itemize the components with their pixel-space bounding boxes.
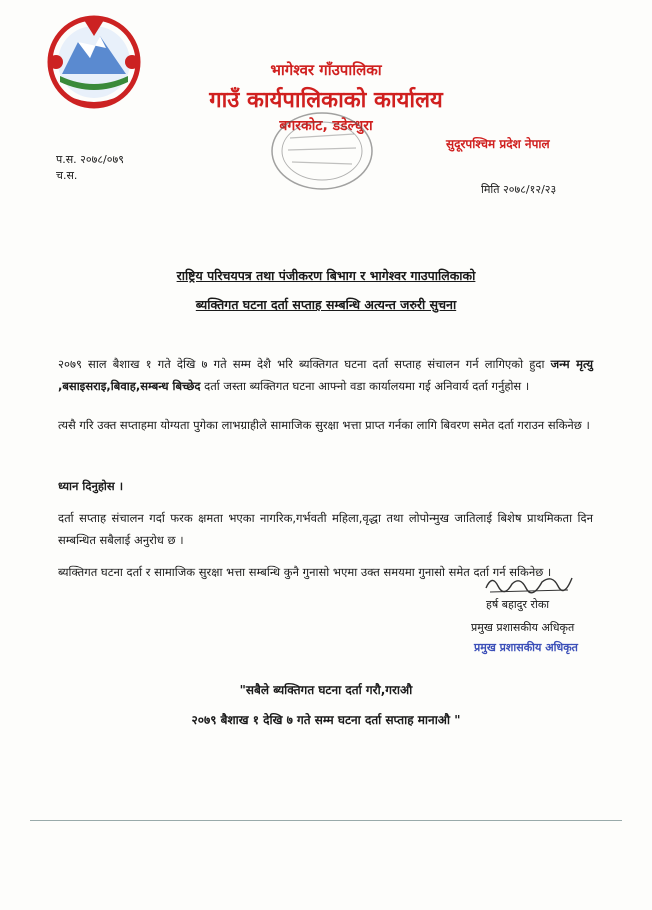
slogan-line1: "सबैले ब्यक्तिगत घटना दर्ता गरौ,गराऔ bbox=[239, 683, 413, 697]
paragraph-3: दर्ता सप्ताह संचालन गर्दा फरक क्षमता भएका नागरिक,गर्भवती महिला,वृद्धा तथा लोपोन्मुख जातिलाई बिशेष प्राथमिकता दिन सम्बन्धित सबैलाई अनुरोध छ । bbox=[58, 511, 593, 547]
province-name: सुदूरपश्चिम प्रदेश नेपाल bbox=[446, 137, 550, 151]
reference-number: प.स. २०७८/०७९ bbox=[56, 153, 124, 166]
office-name: गाउँ कार्यपालिकाको कार्यालय bbox=[209, 88, 443, 113]
signatory-title: प्रमुख प्रशासकीय अधिकृत bbox=[471, 621, 575, 634]
signatory-stamp: प्रमुख प्रशासकीय अधिकृत bbox=[474, 641, 578, 654]
paragraph-1 bbox=[58, 353, 593, 397]
signatory-name: हर्ष बहादुर रोका bbox=[486, 598, 550, 611]
footer-divider bbox=[30, 820, 622, 833]
paragraph-1-end: दर्ता जस्ता ब्यक्तिगत घटना आफ्नो वडा कार्यालयमा गई अनिवार्य दर्ता गर्नुहोस । bbox=[200, 379, 530, 393]
paragraph-1-events: जन्म मृत्यु ,बसाइसराइ,बिवाह,सम्बन्ध बिच्छेद bbox=[58, 357, 594, 393]
notice-title-line1: राष्ट्रिय परिचयपत्र तथा पंजीकरण बिभाग र भागेश्वर गाउपालिकाको bbox=[176, 268, 476, 283]
office-stamp-icon bbox=[268, 108, 376, 194]
signature-icon bbox=[482, 570, 574, 596]
dispatch-number: च.स. bbox=[56, 169, 78, 182]
paragraph-4: ब्यक्तिगत घटना दर्ता र सामाजिक सुरक्षा भत्ता सम्बन्धि कुनै गुनासो भएमा उक्त समयमा गुनासो समेत दर्ता गर्न सकिनेछ । bbox=[58, 565, 552, 579]
notice-date: मिति २०७८/१२/२३ bbox=[481, 183, 557, 196]
paragraph-1-start: २०७९ साल बैशाख १ गते देखि ७ गते सम्म देशै भरि ब्यक्तिगत घटना दर्ता सप्ताह संचालन गर्न लागिएको हुदा bbox=[58, 357, 551, 371]
slogan-line2: २०७९ बैशाख १ देखि ७ गते सम्म घटना दर्ता सप्ताह मानाऔ " bbox=[191, 713, 461, 727]
municipality-name: भागेश्वर गाँउपालिका bbox=[270, 61, 382, 79]
office-address: बगरकोट, डडेल्धुरा bbox=[279, 118, 373, 134]
notice-title-line2: ब्यक्तिगत घटना दर्ता सप्ताह सम्बन्धि अत्यन्त जरुरी सुचना bbox=[195, 297, 457, 312]
attention-heading: ध्यान दिनुहोस । bbox=[58, 479, 124, 493]
paragraph-2: त्यसै गरि उक्त सप्ताहमा योग्यता पुगेका लाभग्राहीले सामाजिक सुरक्षा भत्ता प्राप्त गर्नका लागि बिवरण समेत दर्ता गराउन सकिनेछ । bbox=[58, 418, 590, 432]
